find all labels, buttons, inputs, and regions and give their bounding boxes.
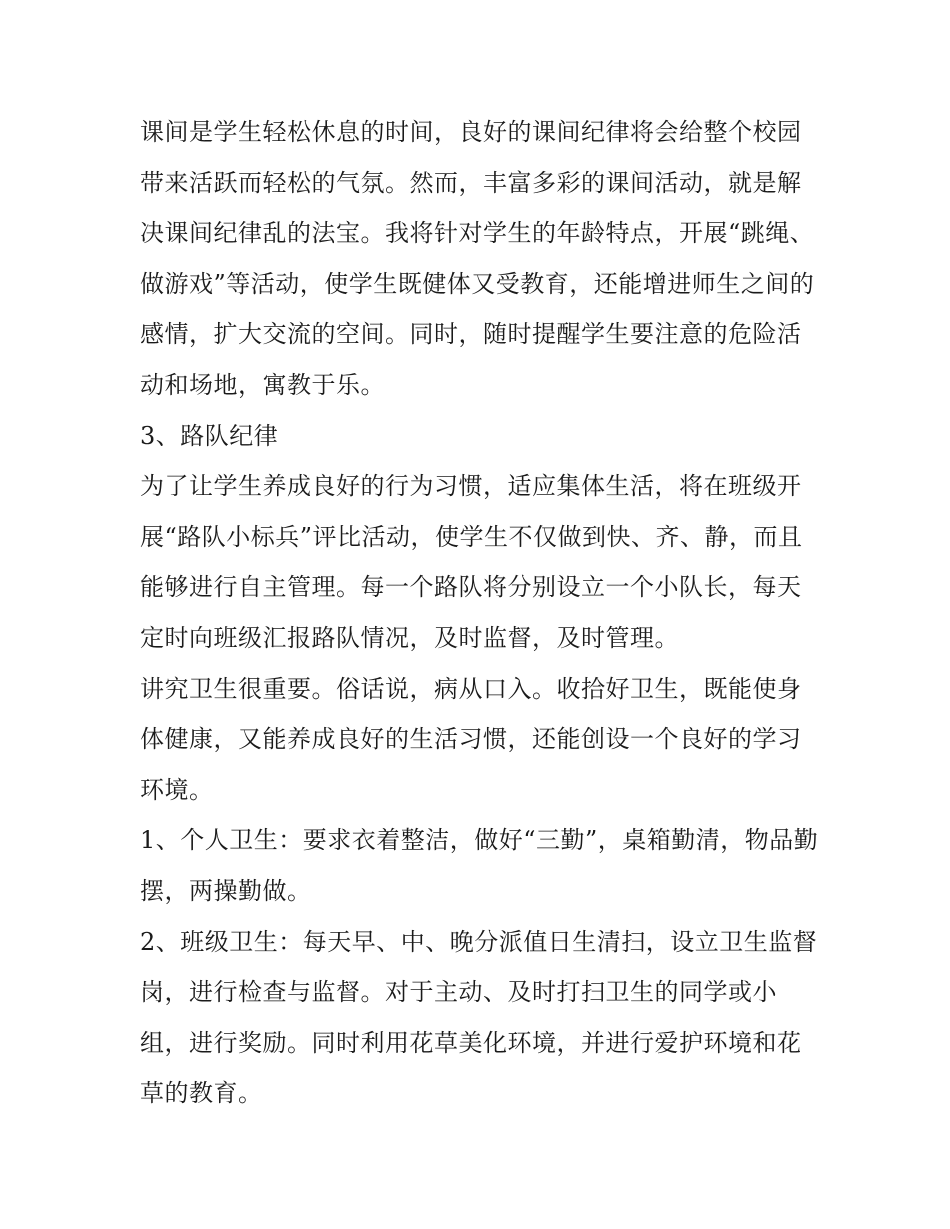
- paragraph-line-discipline: 为了让学生养成良好的行为习惯，适应集体生活，将在班级开展“路队小标兵”评比活动，使学生不仅做到快、齐、静，而且能够进行自主管理。每一个路队将分别设立一个小队长，每天定时向班级汇报路队情况，及时监督，及时管理。: [140, 472, 803, 652]
- paragraph-recess-discipline: 课间是学生轻松休息的时间，良好的课间纪律将会给整个校园带来活跃而轻松的气氛。然而，丰富多彩的课间活动，就是解决课间纪律乱的法宝。我将针对学生的年龄特点，开展“跳绳、做游戏”等活动，使学生既健体又受教育，还能增进师生之间的感情，扩大交流的空间。同时，随时提醒学生要注意的危险活动和场地，寓教于乐。: [140, 118, 815, 399]
- heading-line-discipline: 3、路队纪律: [140, 421, 279, 450]
- document-body: [140, 107, 820, 1119]
- paragraph-class-hygiene: 2、班级卫生：每天早、中、晚分派值日生清扫，设立卫生监督岗，进行检查与监督。对于主动、及时打扫卫生的同学或小组，进行奖励。同时利用花草美化环境，并进行爱护环境和花草的教育。: [140, 927, 818, 1108]
- paragraph-hygiene-intro: 讲究卫生很重要。俗话说，病从口入。收拾好卫生，既能使身体健康，又能养成良好的生活习惯，还能创设一个良好的学习环境。: [140, 674, 802, 804]
- paragraph-personal-hygiene: 1、个人卫生：要求衣着整洁，做好“三勤”，桌箱勤清，物品勤摆，两操勤做。: [140, 826, 819, 905]
